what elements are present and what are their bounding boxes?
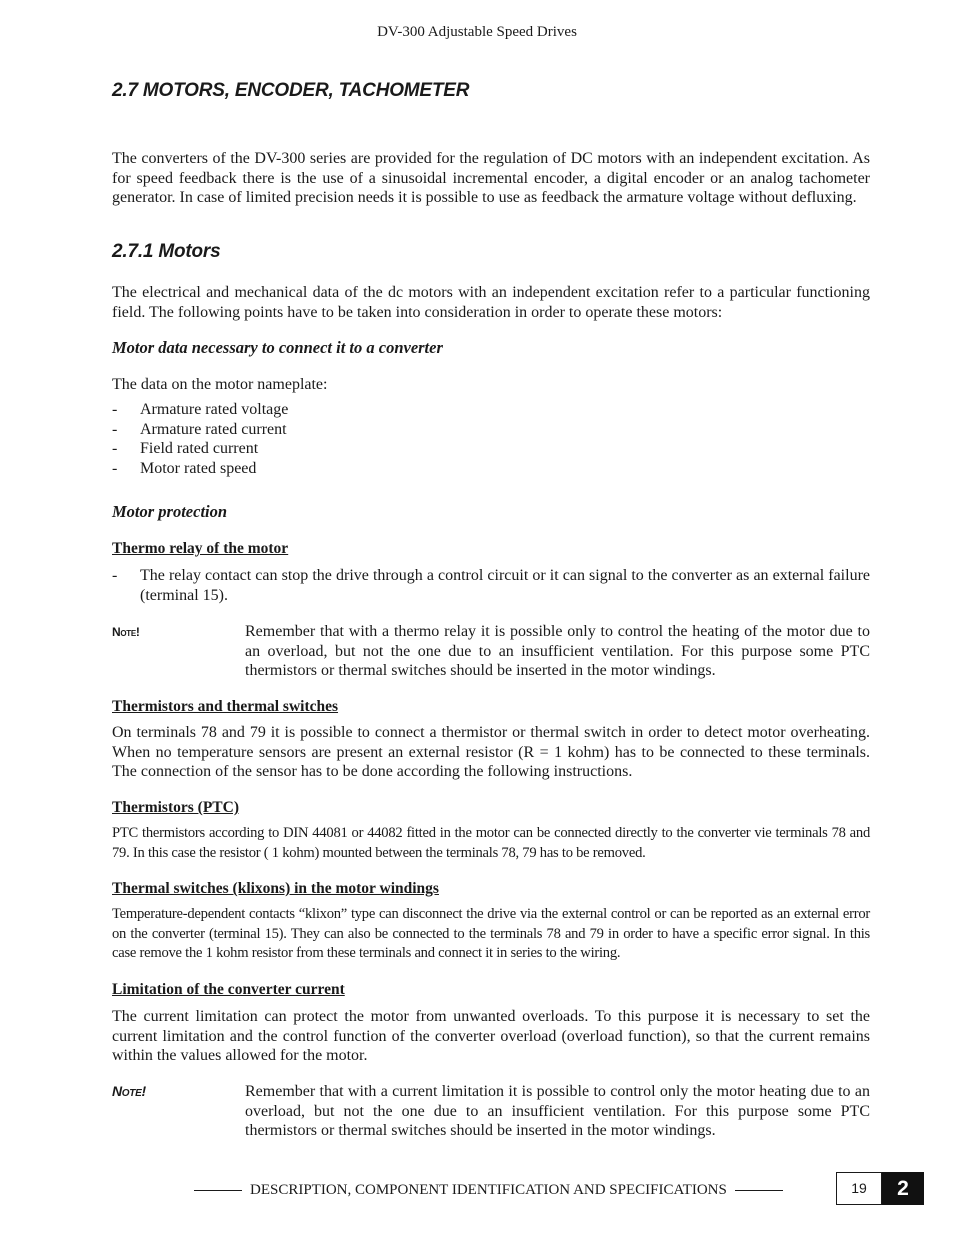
list-item-text: Armature rated voltage (140, 401, 289, 418)
klixons-title: Thermal switches (klixons) in the motor windings (112, 880, 439, 897)
current-limitation-title: Limitation of the converter current (112, 981, 345, 998)
klixons-text: Temperature-dependent contacts “klixon” type can disconnect the drive via the external control or can be reported as an external error on the converter (terminal 15). They can also be connected to the terminals 78 and 79 in order to have a specific error signal. In this case remove the 1 kohm resistor from these terminals and connect it in series to the wiring. (112, 906, 870, 961)
running-header: DV-300 Adjustable Speed Drives (377, 24, 577, 40)
chapter-tab: 2 (882, 1172, 924, 1205)
list-item-text: Armature rated current (140, 420, 287, 438)
footer-rule-left (194, 1190, 242, 1191)
note-text: Remember that with a thermo relay it is possible only to control the heating of the motor due to an overload, but not the one due to an insufficient ventilation. For this purpose some PTC thermistors or thermal switches should be inserted in the motor windings. (245, 623, 870, 679)
list-dash: - (112, 420, 118, 438)
motor-protection-heading: Motor protection (112, 502, 228, 521)
list-dash: - (112, 459, 118, 477)
list-item (112, 420, 870, 440)
motors-intro: The electrical and mechanical data of the dc motors with an independent excitation refer to a particular functioning field. The following points have to be taken into consideration in order to operate these motors: (112, 284, 870, 321)
list-item-text: Motor rated speed (140, 459, 257, 477)
list-dash: - (112, 401, 118, 418)
ptc-title: Thermistors (PTC) (112, 799, 239, 816)
thermistors-switches-title: Thermistors and thermal switches (112, 698, 339, 715)
list-item (112, 566, 870, 605)
current-limitation-text: The current limitation can protect the motor from unwanted overloads. To this purpose it is necessary to set the current limitation and the control function of the converter overload (overload function), so that the current remains within the values allowed for the motor. (112, 1008, 870, 1064)
section-intro: The converters of the DV-300 series are provided for the regulation of DC motors with an independent excitation. As for speed feedback there is the use of a sinusoidal incremental encoder, a digital encoder or an analog tachometer generator. In case of limited precision needs it is possible to use as feedback the armature voltage without defluxing. (112, 150, 870, 206)
note-label: Note! (112, 625, 140, 639)
nameplate-list (112, 400, 870, 478)
footer-text: DESCRIPTION, COMPONENT IDENTIFICATION AND SPECIFICATIONS (250, 1182, 727, 1198)
ptc-text: PTC thermistors according to DIN 44081 or 44082 fitted in the motor can be connected directly to the converter vie terminals 78 and 79. In this case the resistor ( 1 kohm) mounted between the terminals 78, 79 has to be removed. (112, 825, 870, 861)
subsection-title: 2.7.1 Motors (112, 241, 221, 262)
nameplate-intro: The data on the motor nameplate: (112, 376, 328, 393)
list-item (112, 400, 870, 420)
list-dash: - (112, 567, 118, 584)
motor-data-heading: Motor data necessary to connect it to a converter (112, 338, 443, 357)
list-item (112, 439, 870, 459)
thermo-relay-title: Thermo relay of the motor (112, 540, 289, 557)
list-item-text: The relay contact can stop the drive through a control circuit or it can signal to the converter as an external failure (terminal 15). (140, 567, 870, 604)
list-item-text: Field rated current (140, 440, 259, 457)
thermistors-switches-text: On terminals 78 and 79 it is possible to connect a thermistor or thermal switch in order to detect motor overheating. When no temperature sensors are present an external resistor (R = 1 kohm) has to be connected to these terminals. The connection of the sensor has to be done according the following instructions. (112, 724, 870, 780)
list-dash: - (112, 440, 118, 457)
note-text: Remember that with a current limitation it is possible to control only the motor heating due to an overload, but not the one due to an insufficient ventilation. For this purpose some PTC thermistors or thermal switches should be inserted in the motor windings. (245, 1083, 870, 1139)
page-footer (186, 1182, 791, 1199)
list-item (112, 459, 870, 479)
current-limitation-note (112, 1082, 870, 1141)
thermo-relay-list (112, 566, 870, 605)
note-label: Note! (112, 1083, 146, 1099)
section-title: 2.7 MOTORS, ENCODER, TACHOMETER (112, 80, 470, 101)
thermo-relay-note (112, 622, 870, 681)
footer-rule-right (735, 1190, 783, 1191)
page-number: 19 (836, 1172, 882, 1205)
